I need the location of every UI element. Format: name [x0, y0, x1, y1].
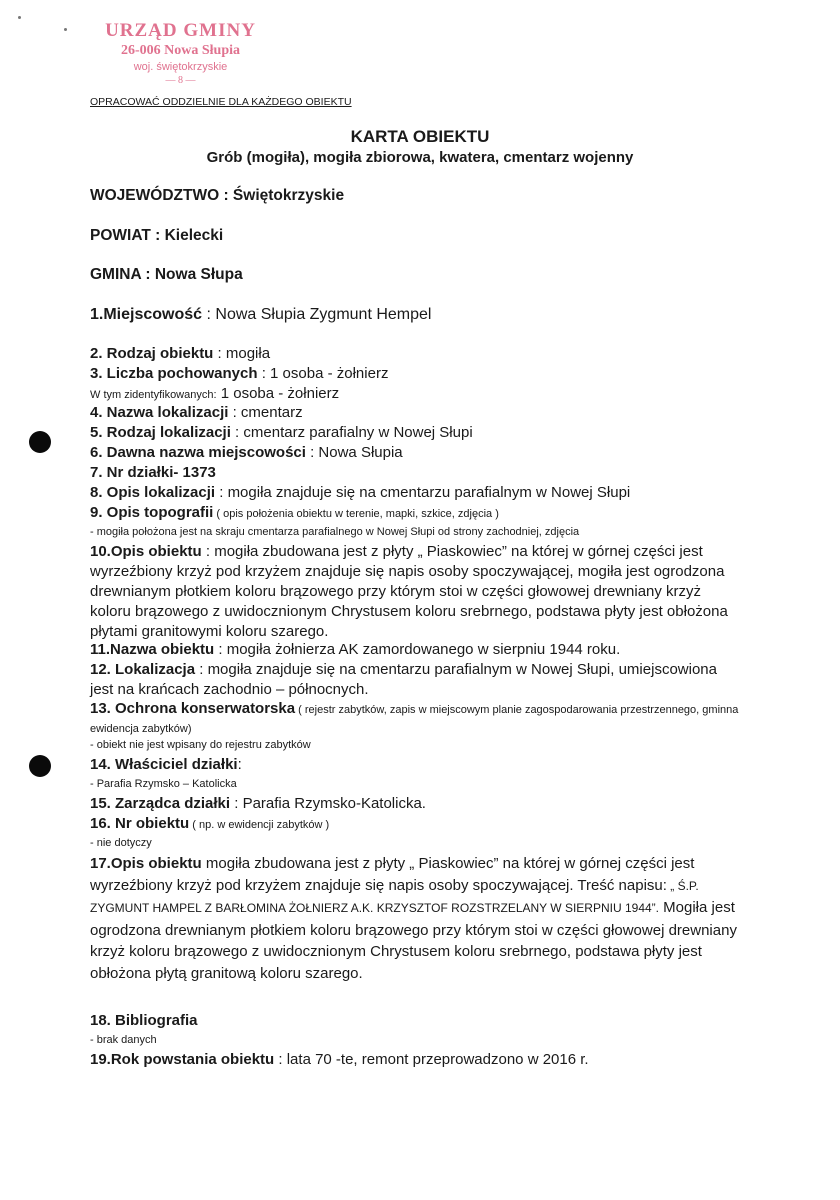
field-17-label: 17.Opis obiektu	[90, 855, 202, 872]
gmina-heading: GMINA : Nowa Słupa	[90, 266, 243, 283]
field-8	[90, 484, 630, 501]
document-title: KARTA OBIEKTU	[350, 127, 490, 146]
field-4-value: : cmentarz	[228, 404, 303, 421]
field-16-note: ( np. w ewidencji zabytków )	[189, 819, 330, 831]
document-subtitle: Grób (mogiła), mogiła zbiorowa, kwatera, cmentarz wojenny	[206, 149, 634, 166]
office-stamp	[88, 20, 273, 88]
field-3	[90, 365, 388, 382]
field-19-value: : lata 70 -te, remont przeprowadzono w 2016 r.	[274, 1051, 589, 1068]
stamp-line-1: URZĄD GMINY	[105, 20, 256, 41]
field-6-label: 6. Dawna nazwa miejscowości	[90, 444, 306, 461]
field-17-value: mogiła zbudowana jest z płyty „ Piaskowiec” na której w górnej części jest wyrzeźbiony krzyż pod krzyżem znajduje się napis osoby spoczywającej. Treść napisu:	[90, 855, 695, 894]
field-3b-label: W tym zidentyfikowanych:	[90, 389, 217, 401]
field-13-description: - obiekt nie jest wpisany do rejestru zabytków	[90, 739, 311, 751]
field-1-value: : Nowa Słupia Zygmunt Hempel	[202, 306, 432, 323]
field-10-label: 10.Opis obiektu	[90, 543, 202, 560]
field-17	[90, 853, 740, 984]
field-19	[90, 1051, 589, 1068]
field-15-value: : Parafia Rzymsko-Katolicka.	[230, 795, 426, 812]
field-8-value: : mogiła znajduje się na cmentarzu parafialnym w Nowej Słupi	[215, 484, 631, 501]
field-5-label: 5. Rodzaj lokalizacji	[90, 424, 231, 441]
field-14-label: 14. Właściciel działki	[90, 756, 238, 773]
field-18-description: - brak danych	[90, 1034, 157, 1046]
field-13-note: ( rejestr zabytków, zapis w miejscowym planie zagospodarowania przestrzennego, gminna ewidencja zabytków)	[90, 704, 739, 735]
field-6	[90, 444, 403, 461]
field-16-label: 16. Nr obiektu	[90, 815, 190, 832]
field-1-label: 1.Miejscowość	[90, 306, 203, 323]
binder-hole-dot	[29, 431, 51, 453]
field-9-label: 9. Opis topografii	[90, 504, 214, 521]
field-14-description: - Parafia Rzymsko – Katolicka	[90, 778, 237, 790]
stamp-line-2: 26-006 Nowa Słupia	[120, 43, 241, 58]
field-5	[90, 424, 473, 441]
field-18	[90, 1012, 198, 1029]
field-12-label: 12. Lokalizacja	[90, 661, 196, 678]
wojewodztwo-heading: WOJEWÓDZTWO : Świętokrzyskie	[90, 187, 345, 204]
tiny-dot	[64, 28, 67, 31]
field-7	[90, 464, 216, 481]
field-18-label: 18. Bibliografia	[90, 1012, 198, 1029]
field-12	[90, 660, 740, 700]
instruction-note: OPRACOWAĆ ODDZIELNIE DLA KAŻDEGO OBIEKTU	[90, 96, 352, 108]
field-6-value: : Nowa Słupia	[305, 444, 403, 461]
field-11-label: 11.Nazwa obiektu	[90, 641, 215, 658]
field-12-value: : mogiła znajduje się na cmentarzu parafialnym w Nowej Słupi, umiejscowiona jest na krańcach zachodnio – północnych.	[90, 661, 717, 698]
field-7-label: 7. Nr działki- 1373	[90, 464, 216, 481]
field-2-value: : mogiła	[213, 345, 271, 362]
field-19-label: 19.Rok powstania obiektu	[90, 1051, 275, 1068]
binder-hole-dot	[29, 755, 51, 777]
field-13	[90, 700, 740, 738]
field-3b-value: 1 osoba - żołnierz	[216, 385, 340, 402]
stamp-line-4: — 8 —	[165, 75, 196, 86]
field-14	[90, 756, 242, 773]
field-13-label: 13. Ochrona konserwatorska	[90, 700, 296, 717]
field-3-label: 3. Liczba pochowanych	[90, 365, 258, 382]
field-10	[90, 542, 740, 642]
stamp-line-3: woj. świętokrzyskie	[133, 61, 228, 73]
field-4	[90, 404, 303, 421]
field-1	[90, 306, 431, 324]
powiat-heading: POWIAT : Kielecki	[90, 227, 224, 244]
field-3b	[90, 385, 339, 402]
field-16-description: - nie dotyczy	[90, 837, 152, 849]
field-2	[90, 345, 270, 362]
field-16	[90, 815, 329, 832]
field-17-rest: Mogiła jest ogrodzona drewnianym płotkiem koloru brązowego przy którym stoi w części głowowej drewniany krzyż koloru brązowego z uwidocznionym Chrystusem koloru srebrnego, podstawa płyty jest obłożona płytą granitową koloru szarego.	[90, 899, 737, 982]
field-9	[90, 504, 499, 521]
field-17-inscription: „ Ś.P. ZYGMUNT HAMPEL Z BARŁOMINA ŻOŁNIERZ A.K. KRZYSZTOF ROZSTRZELANY W SIERPNIU 1944”.	[90, 878, 699, 915]
field-15-label: 15. Zarządca działki	[90, 795, 231, 812]
field-14-value: :	[237, 756, 242, 773]
field-3-value: : 1 osoba - żołnierz	[257, 365, 389, 382]
field-8-label: 8. Opis lokalizacji	[90, 484, 216, 501]
field-5-value: : cmentarz parafialny w Nowej Słupi	[230, 424, 473, 441]
field-11	[90, 641, 620, 658]
field-9-description: - mogiła położona jest na skraju cmentarza parafialnego w Nowej Słupi od strony zachodniej, zdjęcia	[90, 526, 580, 538]
field-4-label: 4. Nazwa lokalizacji	[90, 404, 229, 421]
field-10-value: : mogiła zbudowana jest z płyty „ Piaskowiec” na której w górnej części jest wyrzeźbiony krzyż pod krzyżem znajduje się napis osoby spoczywającej, mogiła jest ogrodzona drewnianym płotkiem koloru brązowego przy którym stoi w części głowowej drewniany krzyż koloru brązowego z uwidocznionym Chrystusem koloru srebrnego, podstawa płyty jest obłożona płytami granitowymi koloru szarego.	[90, 543, 728, 640]
field-2-label: 2. Rodzaj obiektu	[90, 345, 214, 362]
field-9-note: ( opis położenia obiektu w terenie, mapki, szkice, zdjęcia )	[213, 508, 499, 520]
field-11-value: : mogiła żołnierza AK zamordowanego w sierpniu 1944 roku.	[214, 641, 621, 658]
field-15	[90, 795, 426, 812]
tiny-dot	[18, 16, 21, 19]
